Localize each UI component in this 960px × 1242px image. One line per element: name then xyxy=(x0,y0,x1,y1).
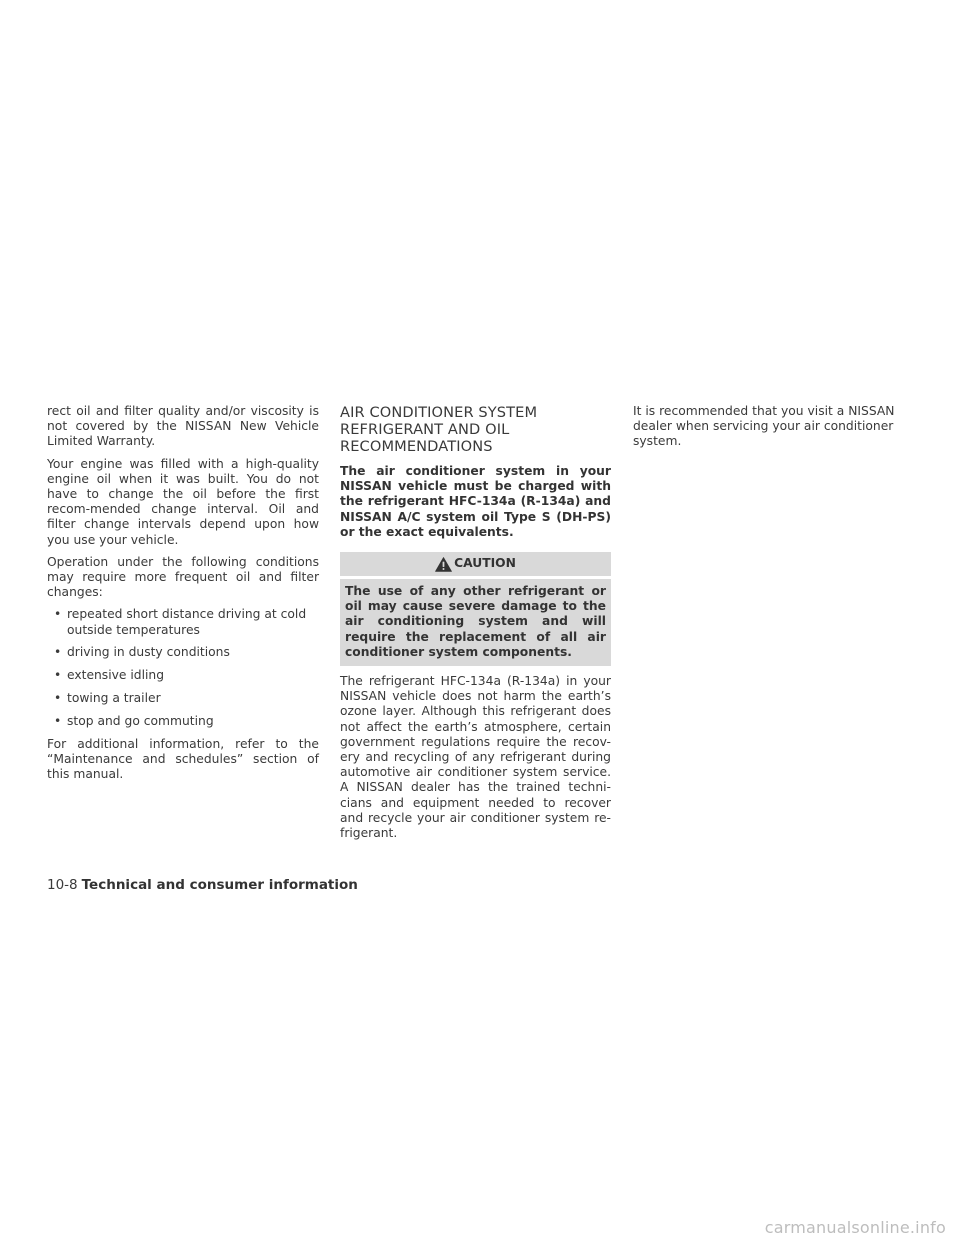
section-heading-line: REFRIGERANT AND OIL xyxy=(340,421,510,438)
list-item-text: stop and go commuting xyxy=(67,713,214,728)
right-column xyxy=(633,404,908,457)
list-item-text: repeated short distance driving at cold outside temperatures xyxy=(67,607,307,637)
section-heading-line: AIR CONDITIONER SYSTEM xyxy=(340,404,538,421)
paragraph-oil-warranty: rect oil and filter quality and/or viscosity is not covered by the NISSAN New Vehicle Limited Warranty. xyxy=(47,404,319,449)
page-number: 10-8 xyxy=(47,877,78,893)
section-title: Technical and consumer information xyxy=(81,877,358,893)
warning-triangle-icon xyxy=(435,557,452,572)
list-item xyxy=(47,645,319,660)
list-item xyxy=(47,691,319,706)
middle-column xyxy=(340,404,611,848)
watermark: carmanualsonline.info xyxy=(764,1218,946,1237)
list-item xyxy=(47,714,319,729)
section-heading-line: RECOMMENDATIONS xyxy=(340,438,493,455)
bullet-icon: • xyxy=(54,607,62,622)
bullet-icon: • xyxy=(54,713,62,728)
caution-header xyxy=(340,552,611,576)
caution-box xyxy=(340,552,611,666)
caution-text: The use of any other refrigerant or oil may cause severe damage to the air conditioning system and will require the replacement of all air conditioner system components. xyxy=(340,579,611,666)
paragraph-refrigerant-ozone: The refrigerant HFC-134a (R-134a) in your NISSAN vehicle does not harm the earth’s ozone layer. Although this refrigerant does not affect the earth’s atmosphere, certain government regulations require the recov-ery and recycling of any refrigerant during automotive air conditioner system service. A NISSAN dealer has the trained techni-cians and equipment needed to recover and recycle your air conditioner system re-frigerant. xyxy=(340,674,611,841)
list-item-text: driving in dusty conditions xyxy=(67,645,230,660)
bullet-icon: • xyxy=(54,668,62,683)
paragraph-refrigerant-requirement: The air conditioner system in your NISSAN vehicle must be charged with the refrigerant HFC-134a (R-134a) and NISSAN A/C system oil Type S (DH-PS) or the exact equivalents. xyxy=(340,464,611,539)
section-heading xyxy=(340,404,611,455)
bullet-icon: • xyxy=(54,645,62,660)
bullet-icon: • xyxy=(54,691,62,706)
paragraph-dealer-recommendation: It is recommended that you visit a NISSAN dealer when servicing your air conditioner system. xyxy=(633,404,895,449)
list-item xyxy=(47,607,319,637)
caution-title: CAUTION xyxy=(454,556,516,571)
conditions-list xyxy=(47,607,319,729)
list-item xyxy=(47,668,319,683)
paragraph-additional-info: For additional information, refer to the “Maintenance and schedules” section of this manual. xyxy=(47,736,319,782)
page-footer xyxy=(47,877,358,893)
left-column xyxy=(47,404,319,789)
paragraph-conditions-intro: Operation under the following conditions may require more frequent oil and filter changes: xyxy=(47,554,319,600)
paragraph-engine-oil: Your engine was filled with a high-quality engine oil when it was built. You do not have to change the oil before the first recom-mended change interval. Oil and filter change intervals depend upon how you use your vehicle. xyxy=(47,456,319,547)
list-item-text: towing a trailer xyxy=(67,691,161,706)
list-item-text: extensive idling xyxy=(67,668,165,683)
